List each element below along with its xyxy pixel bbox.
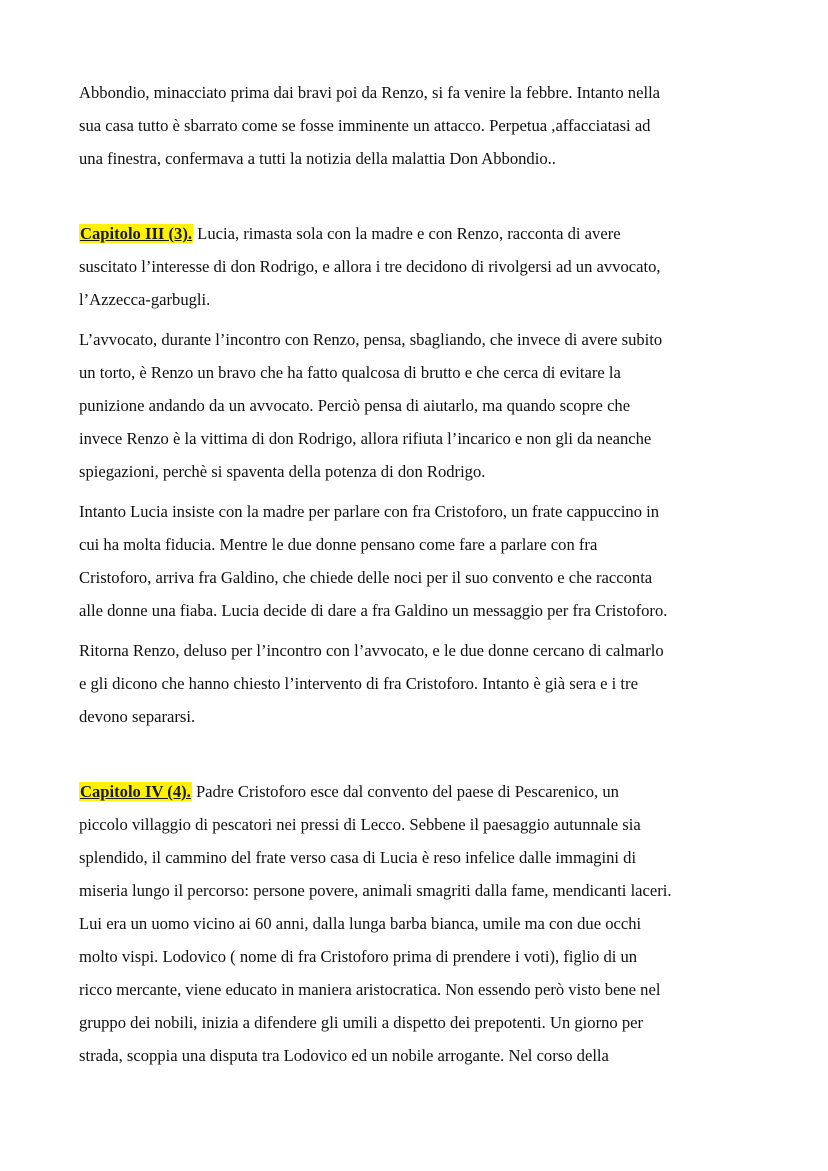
paragraph-chapter-4	[79, 775, 759, 1072]
paragraph-abbondio-fever	[79, 76, 759, 175]
text-line: cui ha molta fiducia. Mentre le due donne pensano come fare a parlare con fra	[79, 535, 598, 554]
text-line: Ritorna Renzo, deluso per l’incontro con l’avvocato, e le due donne cercano di calmarlo	[79, 641, 664, 660]
text-line: molto vispi. Lodovico ( nome di fra Cristoforo prima di prendere i voti), figlio di un	[79, 947, 638, 966]
text-fragment: Padre Cristoforo esce dal convento del paese di Pescarenico, un	[191, 782, 619, 801]
text-line	[79, 775, 759, 808]
text-fragment: Lucia, rimasta sola con la madre e con Renzo, racconta di avere	[193, 224, 621, 243]
section-spacer	[79, 740, 759, 775]
text-line: gruppo dei nobili, inizia a difendere gli umili a dispetto dei prepotenti. Un giorno per	[79, 1013, 644, 1032]
text-line: e gli dicono che hanno chiesto l’intervento di fra Cristoforo. Intanto è già sera e i tre	[79, 674, 638, 693]
text-line: Intanto Lucia insiste con la madre per parlare con fra Cristoforo, un frate cappuccino in	[79, 502, 660, 521]
paragraph-chapter-3-intro	[79, 217, 759, 316]
text-line: ricco mercante, viene educato in maniera aristocratica. Non essendo però visto bene nel	[79, 980, 661, 999]
paragraph-renzo-returns	[79, 634, 759, 733]
paragraph-lawyer	[79, 323, 759, 488]
text-line: suscitato l’interesse di don Rodrigo, e allora i tre decidono di rivolgersi ad un avvocato,	[79, 257, 661, 276]
text-line: Cristoforo, arriva fra Galdino, che chiede delle noci per il suo convento e che racconta	[79, 568, 653, 587]
section-spacer	[79, 182, 759, 217]
text-line: l’Azzecca-garbugli.	[79, 290, 211, 309]
text-line: un torto, è Renzo un bravo che ha fatto qualcosa di brutto e che cerca di evitare la	[79, 363, 621, 382]
text-line: splendido, il cammino del frate verso casa di Lucia è reso infelice dalle immagini di	[79, 848, 637, 867]
chapter-4-heading: Capitolo IV (4).	[80, 782, 191, 801]
text-line: spiegazioni, perchè si spaventa della potenza di don Rodrigo.	[79, 462, 486, 481]
chapter-3-heading: Capitolo III (3).	[80, 224, 193, 243]
text-line: strada, scoppia una disputa tra Lodovico ed un nobile arrogante. Nel corso della	[79, 1046, 609, 1065]
text-line: una finestra, confermava a tutti la notizia della malattia Don Abbondio..	[79, 149, 556, 168]
text-line: Abbondio, minacciato prima dai bravi poi da Renzo, si fa venire la febbre. Intanto nella	[79, 83, 661, 102]
text-line: L’avvocato, durante l’incontro con Renzo, pensa, sbagliando, che invece di avere subito	[79, 330, 663, 349]
text-line: sua casa tutto è sbarrato come se fosse imminente un attacco. Perpetua ,affacciatasi ad	[79, 116, 651, 135]
text-line: punizione andando da un avvocato. Perciò pensa di aiutarlo, ma quando scopre che	[79, 396, 631, 415]
text-line: devono separarsi.	[79, 707, 196, 726]
text-line: miseria lungo il percorso: persone povere, animali smagriti dalla fame, mendicanti laceri.	[79, 881, 672, 900]
text-line: piccolo villaggio di pescatori nei pressi di Lecco. Sebbene il paesaggio autunnale sia	[79, 815, 641, 834]
document-page	[79, 76, 759, 1079]
text-line: Lui era un uomo vicino ai 60 anni, dalla lunga barba bianca, umile ma con due occhi	[79, 914, 642, 933]
paragraph-fra-galdino	[79, 495, 759, 627]
text-line: alle donne una fiaba. Lucia decide di dare a fra Galdino un messaggio per fra Cristoforo.	[79, 601, 668, 620]
text-line	[79, 217, 759, 250]
text-line: invece Renzo è la vittima di don Rodrigo, allora rifiuta l’incarico e non gli da neanche	[79, 429, 652, 448]
